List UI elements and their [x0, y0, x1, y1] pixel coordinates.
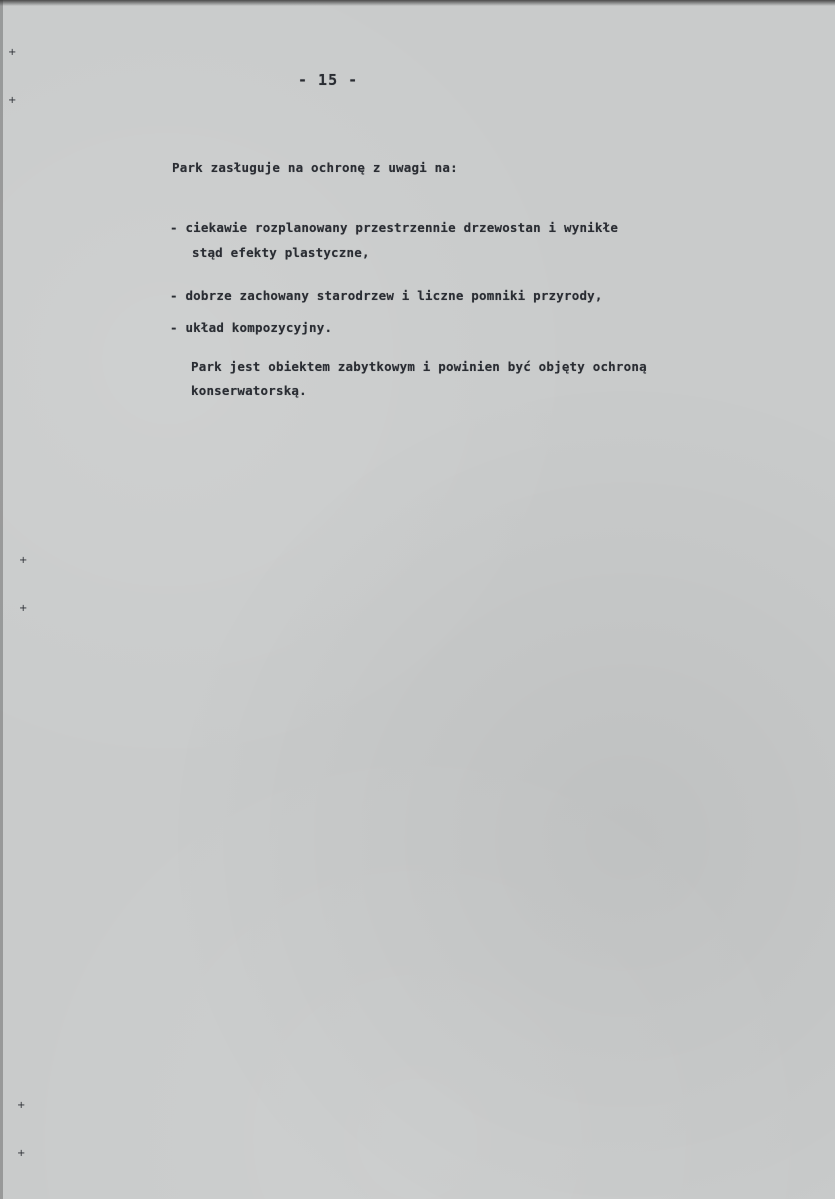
conclusion-line-1: Park jest obiektem zabytkowym i powinien być objęty ochroną: [191, 359, 647, 374]
intro-paragraph: Park zasługuje na ochronę z uwagi na:: [172, 160, 458, 175]
bullet-item-3: - układ kompozycyjny.: [170, 320, 333, 335]
margin-mark: +: [17, 1100, 26, 1111]
margin-mark: +: [19, 603, 28, 614]
margin-mark: +: [19, 555, 28, 566]
margin-mark: +: [17, 1148, 26, 1159]
bullet-item-2: - dobrze zachowany starodrzew i liczne pomniki przyrody,: [170, 288, 603, 303]
margin-mark: +: [8, 47, 17, 58]
page-number: - 15 -: [298, 71, 359, 89]
margin-mark: +: [8, 95, 17, 106]
scan-top-edge: [0, 0, 835, 6]
scan-left-edge: [0, 0, 3, 1199]
conclusion-line-2: konserwatorską.: [191, 383, 307, 398]
bullet-item-1-line-1: - ciekawie rozplanowany przestrzennie drzewostan i wynikłe: [170, 220, 619, 235]
bullet-item-1-line-2: stąd efekty plastyczne,: [192, 245, 370, 260]
